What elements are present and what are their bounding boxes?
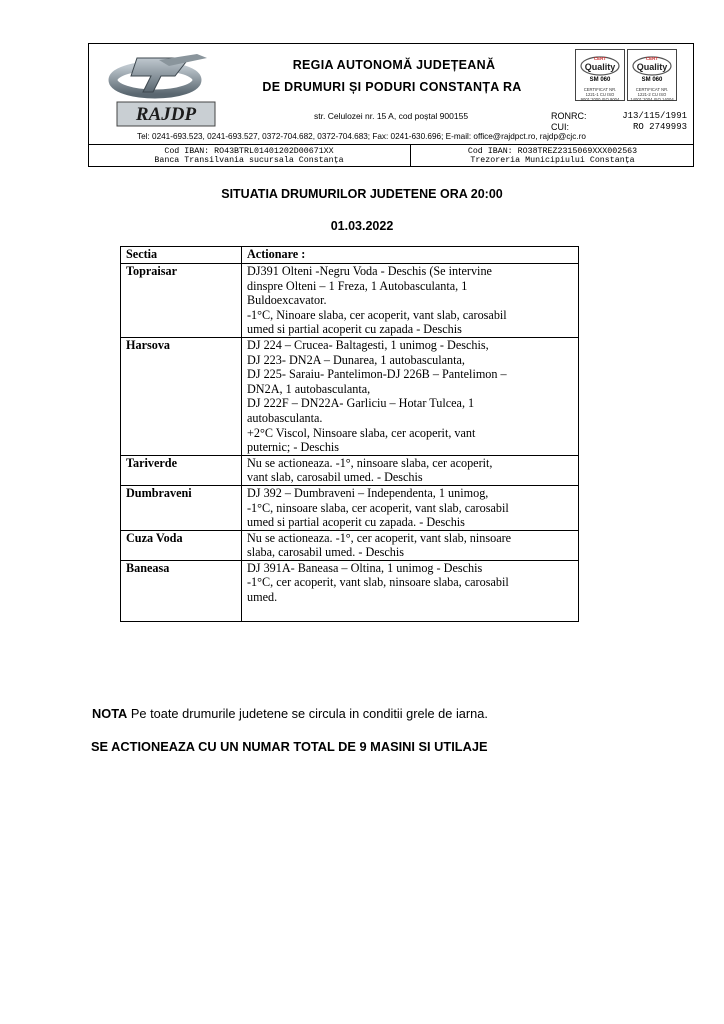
action-cell [242,264,579,338]
iban-right [412,147,693,165]
note [92,706,488,721]
action-cell [242,560,579,621]
action-line: umed. [247,590,278,605]
letterhead-top [89,44,693,144]
action-line: -1°C, cer acoperit, vant slab, ninsoare slaba, carosabil [247,575,509,590]
action-line: Nu se actioneaza. -1°, cer acoperit, vant slab, ninsoare [247,530,512,545]
cert-quality-logo [631,54,673,76]
registration-info [551,111,687,133]
org-contact: Tel: 0241-693.523, 0241-693.527, 0372-704.682, 0372-704.683; Fax: 0241-630.696; E-mail: office@rajdpct.ro, rajdp@cjc.ro [137,132,586,141]
action-line: DJ391 Olteni -Negru Voda - Deschis (Se intervine [247,264,492,278]
badge-standard: SM 060 [589,77,611,83]
report-date: 01.03.2022 [330,219,394,233]
action-line: Buldoexcavator. [247,293,327,308]
action-line: DJ 225- Saraiu- Pantelimon-DJ 226B – Pantelimon – [247,367,507,382]
action-line: vant slab, carosabil umed. - Deschis [247,470,423,485]
action-line: Nu se actioneaza. -1°, ninsoare slaba, cer acoperit, [247,455,493,470]
table-header-row [121,247,579,264]
svg-text:Quality: Quality [584,62,616,72]
action-line: dinspre Olteni – 1 Freza, 1 Autobasculanta, 1 [247,278,468,293]
action-line: DJ 222F – DN22A- Garliciu – Hotar Tulcea, 1 [247,396,475,411]
iban-left-bank: Banca Transilvania sucursala Constanța [154,156,344,165]
table-row [121,264,579,338]
road-status-table [120,246,579,622]
section-name: Dumbraveni [121,485,242,530]
total-vehicles: SE ACTIONEAZA CU UN NUMAR TOTAL DE 9 MASINI SI UTILAJE [91,739,488,754]
org-address: str. Celulozei nr. 15 A, cod poștal 900155 [314,111,469,121]
letterhead [88,43,694,167]
svg-text:CERT: CERT [645,56,659,61]
action-line: umed si partial acoperit cu zapada - Deschis [247,322,462,337]
note-text: Pe toate drumurile judetene se circula in conditii grele de iarna. [127,706,488,721]
action-line: -1°C, Ninoare slaba, cer acoperit, vant slab, carosabil [247,307,507,322]
org-name-line2: DE DRUMURI ȘI PODURI CONSTANȚA RA [262,80,522,94]
iban-left [89,147,409,165]
action-line: DN2A, 1 autobasculanta, [247,381,371,396]
section-name: Topraisar [121,264,242,338]
quality-badge-1 [575,49,625,101]
table-row [121,560,579,621]
action-line: DJ 391A- Baneasa – Oltina, 1 unimog - Deschis [247,560,483,575]
action-line: DJ 392 – Dumbraveni – Independenta, 1 unimog, [247,485,489,500]
table-row [121,485,579,530]
svg-text:Quality: Quality [636,62,668,72]
action-cell [242,455,579,485]
iban-right-bank: Trezoreria Municipiului Constanța [470,156,635,165]
action-line: umed si partial acoperit cu zapada. - Deschis [247,515,465,530]
badge-cert-text: CERTIFICAT NR. 1221-1 CU ISO 9001:2000 ISO 9004 [580,87,620,102]
rajdp-logo [97,50,229,136]
column-header-action: Actionare : [242,247,579,264]
note-label: NOTA [92,706,128,721]
cert-quality-logo [579,54,621,76]
section-name: Tariverde [121,455,242,485]
iban-right-code: Cod IBAN: RO38TREZ2315069XXX002563 [467,147,638,156]
section-name: Baneasa [121,560,242,621]
table-row [121,337,579,455]
table-row [121,530,579,560]
logo-text: RAJDP [135,104,197,125]
iban-left-code: Cod IBAN: RO43BTRL01401202D00671XX [164,147,334,156]
section-name: Harsova [121,337,242,455]
quality-badge-2 [627,49,677,101]
action-line: autobasculanta. [247,410,323,425]
action-cell [242,530,579,560]
action-cell [242,337,579,455]
action-cell [242,485,579,530]
rnc-label: RONRC: [551,111,587,121]
svg-text:CERT: CERT [593,56,607,61]
action-line: puternic; - Deschis [247,440,340,455]
rnc-value: J13/115/1991 [622,111,687,121]
action-line: +2°C Viscol, Ninsoare slaba, cer acoperit, vant [247,425,476,440]
action-line: DJ 223- DN2A – Dunarea, 1 autobasculanta, [247,352,465,367]
section-name: Cuza Voda [121,530,242,560]
divider [410,145,411,167]
org-name-line1: REGIA AUTONOMĂ JUDEȚEANĂ [292,58,496,72]
action-line: -1°C, ninsoare slaba, cer acoperit, vant slab, carosabil [247,500,509,515]
column-header-section: Sectia [121,247,242,264]
badge-cert-text: CERTIFICAT NR. 1221-2 CU ISO 14001:2004 ISO 14004 [630,87,674,102]
action-line: slaba, carosabil umed. - Deschis [247,545,405,560]
letterhead-bank-row [89,144,693,167]
action-line: DJ 224 – Crucea- Baltagesti, 1 unimog - Deschis, [247,337,489,352]
table-row [121,455,579,485]
badge-standard: SM 060 [641,77,663,83]
report-title: SITUATIA DRUMURILOR JUDETENE ORA 20:00 [221,187,503,201]
cui-value: RO 2749993 [632,122,687,132]
cui-label: CUI: [551,122,569,132]
